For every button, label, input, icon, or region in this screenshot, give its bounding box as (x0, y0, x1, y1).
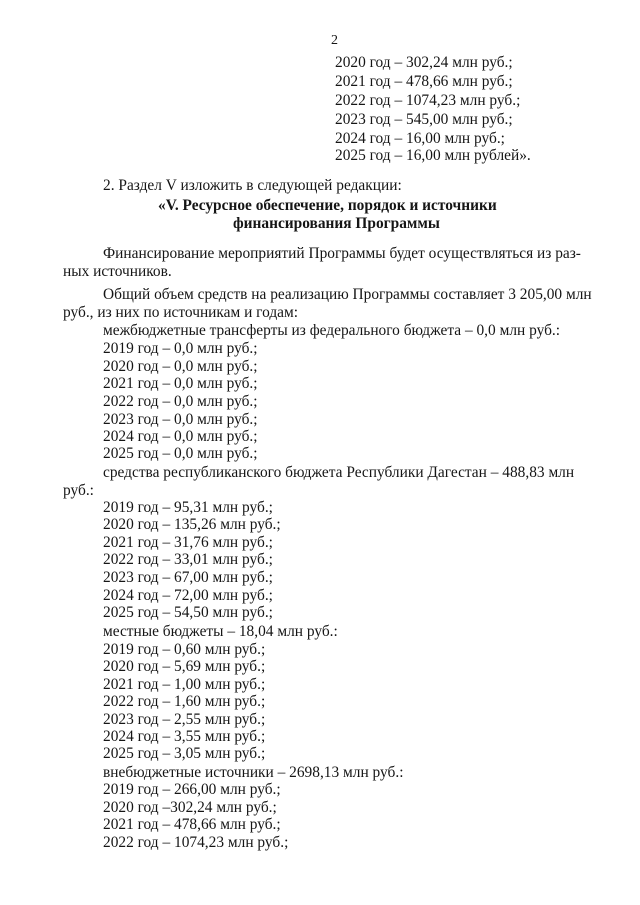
section-title-line2: финансирования Программы (233, 215, 440, 232)
extrabudget-year-line: 2021 год – 478,66 млн руб.; (103, 816, 281, 833)
local-year-line: 2021 год – 1,00 млн руб.; (103, 676, 266, 693)
local-year-line: 2023 год – 2,55 млн руб.; (103, 711, 266, 728)
top-year-line: 2025 год – 16,00 млн рублей». (335, 147, 531, 164)
intro-line1: Финансирование мероприятий Программы будет осуществляться из раз- (103, 245, 581, 262)
republic-year-line: 2025 год – 54,50 млн руб.; (103, 604, 273, 621)
section-title-line1: «V. Ресурсное обеспечение, порядок и источники (158, 197, 497, 214)
total-line1: Общий объем средств на реализацию Программы составляет 3 205,00 млн (103, 286, 592, 303)
top-year-line: 2022 год – 1074,23 млн руб.; (335, 92, 521, 109)
republic-year-line: 2023 год – 67,00 млн руб.; (103, 569, 273, 586)
local-year-line: 2025 год – 3,05 млн руб.; (103, 745, 266, 762)
federal-year-line: 2020 год – 0,0 млн руб.; (103, 358, 258, 375)
local-year-line: 2024 год – 3,55 млн руб.; (103, 728, 266, 745)
local-heading: местные бюджеты – 18,04 млн руб.: (103, 623, 338, 640)
republic-year-line: 2022 год – 33,01 млн руб.; (103, 551, 273, 568)
intro-line2: ных источников. (63, 263, 172, 280)
federal-year-line: 2025 год – 0,0 млн руб.; (103, 445, 258, 462)
federal-year-line: 2022 год – 0,0 млн руб.; (103, 393, 258, 410)
republic-year-line: 2020 год – 135,26 млн руб.; (103, 516, 281, 533)
federal-year-line: 2019 год – 0,0 млн руб.; (103, 340, 258, 357)
republic-year-line: 2021 год – 31,76 млн руб.; (103, 534, 273, 551)
republic-heading-line1: средства республиканского бюджета Республики Дагестан – 488,83 млн (103, 464, 575, 481)
federal-year-line: 2023 год – 0,0 млн руб.; (103, 411, 258, 428)
republic-year-line: 2019 год – 95,31 млн руб.; (103, 499, 273, 516)
top-year-line: 2020 год – 302,24 млн руб.; (335, 54, 513, 71)
federal-heading: межбюджетные трансферты из федерального бюджета – 0,0 млн руб.: (103, 322, 561, 339)
item-2-text: 2. Раздел V изложить в следующей редакции: (103, 177, 402, 194)
local-year-line: 2019 год – 0,60 млн руб.; (103, 641, 266, 658)
extrabudget-year-line: 2022 год – 1074,23 млн руб.; (103, 834, 289, 851)
extrabudget-year-line: 2019 год – 266,00 млн руб.; (103, 781, 281, 798)
local-year-line: 2020 год – 5,69 млн руб.; (103, 658, 266, 675)
total-line2: руб., из них по источникам и годам: (63, 304, 299, 321)
top-year-line: 2021 год – 478,66 млн руб.; (335, 73, 513, 90)
top-year-line: 2023 год – 545,00 млн руб.; (335, 111, 513, 128)
republic-heading-line2: руб.: (63, 482, 94, 499)
extrabudget-heading: внебюджетные источники – 2698,13 млн руб.: (103, 764, 404, 781)
page-number: 2 (331, 33, 338, 48)
republic-year-line: 2024 год – 72,00 млн руб.; (103, 587, 273, 604)
top-year-line: 2024 год – 16,00 млн руб.; (335, 130, 505, 147)
local-year-line: 2022 год – 1,60 млн руб.; (103, 693, 266, 710)
federal-year-line: 2021 год – 0,0 млн руб.; (103, 375, 258, 392)
federal-year-line: 2024 год – 0,0 млн руб.; (103, 428, 258, 445)
extrabudget-year-line: 2020 год –302,24 млн руб.; (103, 799, 277, 816)
